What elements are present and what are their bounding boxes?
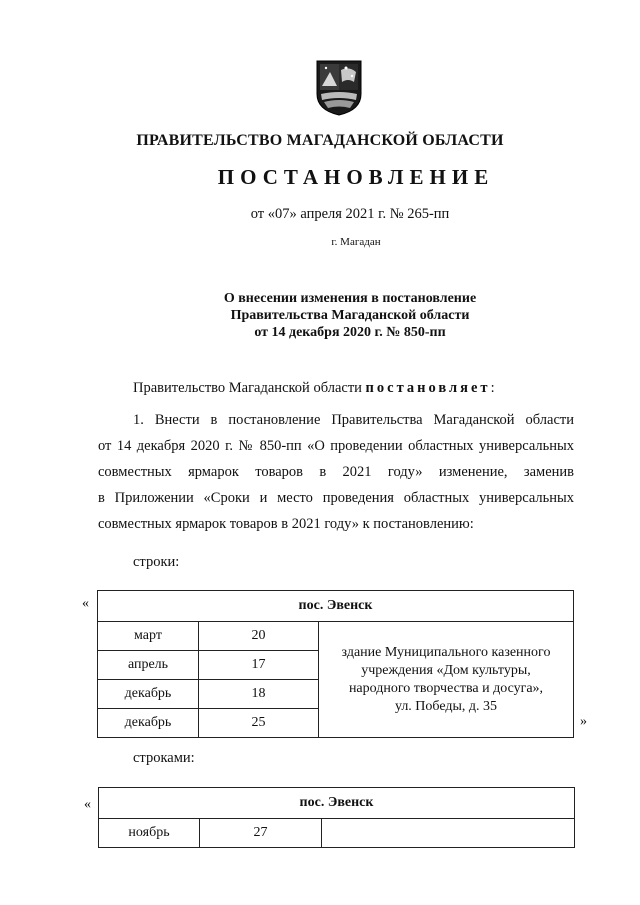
item1-line: от 14 декабря 2020 г. № 850-пп «О проведении областных универсальных	[98, 438, 574, 454]
new-schedule-table	[98, 787, 575, 848]
old-schedule-table	[97, 590, 574, 738]
place-line: ул. Победы, д. 35	[394, 698, 498, 714]
day-cell: 20	[199, 622, 319, 651]
table-row	[98, 622, 574, 651]
intro-paragraph	[133, 380, 495, 397]
city: г. Магадан	[331, 236, 381, 248]
month-cell: апрель	[98, 651, 199, 680]
month-cell: март	[98, 622, 199, 651]
document-subject	[0, 290, 640, 341]
document-date-number: от «07» апреля 2021 г. № 265-пп	[250, 206, 450, 222]
magadan-coat-of-arms-icon	[316, 60, 362, 116]
document-type: ПОСТАНОВЛЕНИЕ	[217, 165, 495, 189]
table-header-cell: пос. Эвенск	[99, 788, 575, 819]
item1-line: 1. Внести в постановление Правительства Магаданской области	[133, 412, 574, 428]
item1-line: в Приложении «Сроки и место проведения областных универсальных	[98, 490, 574, 506]
place-cell	[322, 819, 575, 848]
subject-line: Правительства Магаданской области	[230, 308, 470, 323]
rows-label: строки:	[133, 554, 180, 570]
place-line: учреждения «Дом культуры,	[361, 662, 531, 678]
place-line: народного творчества и досуга»,	[348, 680, 544, 696]
month-cell: ноябрь	[99, 819, 200, 848]
day-cell: 18	[199, 680, 319, 709]
item1-line: совместных ярмарок товаров в 2021 году» изменение, заменив	[98, 464, 574, 480]
table-header-row	[98, 591, 574, 622]
day-cell: 25	[199, 709, 319, 738]
close-quote: »	[580, 714, 587, 729]
table-row	[99, 819, 575, 848]
table-header-row	[99, 788, 575, 819]
place-cell	[319, 622, 574, 738]
government-title: ПРАВИТЕЛЬСТВО МАГАДАНСКОЙ ОБЛАСТИ	[136, 132, 504, 149]
day-cell: 17	[199, 651, 319, 680]
month-cell: декабрь	[98, 680, 199, 709]
open-quote: «	[82, 596, 89, 611]
open-quote: «	[84, 797, 91, 812]
day-cell: 27	[200, 819, 322, 848]
table-header-cell: пос. Эвенск	[98, 591, 574, 622]
place-line: здание Муниципального казенного	[341, 644, 551, 660]
intro-colon: :	[490, 380, 495, 396]
rows-replacement-label: строками:	[133, 750, 195, 766]
intro-verb: постановляет	[365, 380, 491, 396]
intro-prefix: Правительство Магаданской области	[133, 380, 362, 396]
month-cell: декабрь	[98, 709, 199, 738]
subject-line: О внесении изменения в постановление	[223, 291, 477, 306]
subject-line: от 14 декабря 2020 г. № 850-пп	[254, 325, 446, 340]
item1-line: совместных ярмарок товаров в 2021 году» к постановлению:	[98, 516, 474, 532]
